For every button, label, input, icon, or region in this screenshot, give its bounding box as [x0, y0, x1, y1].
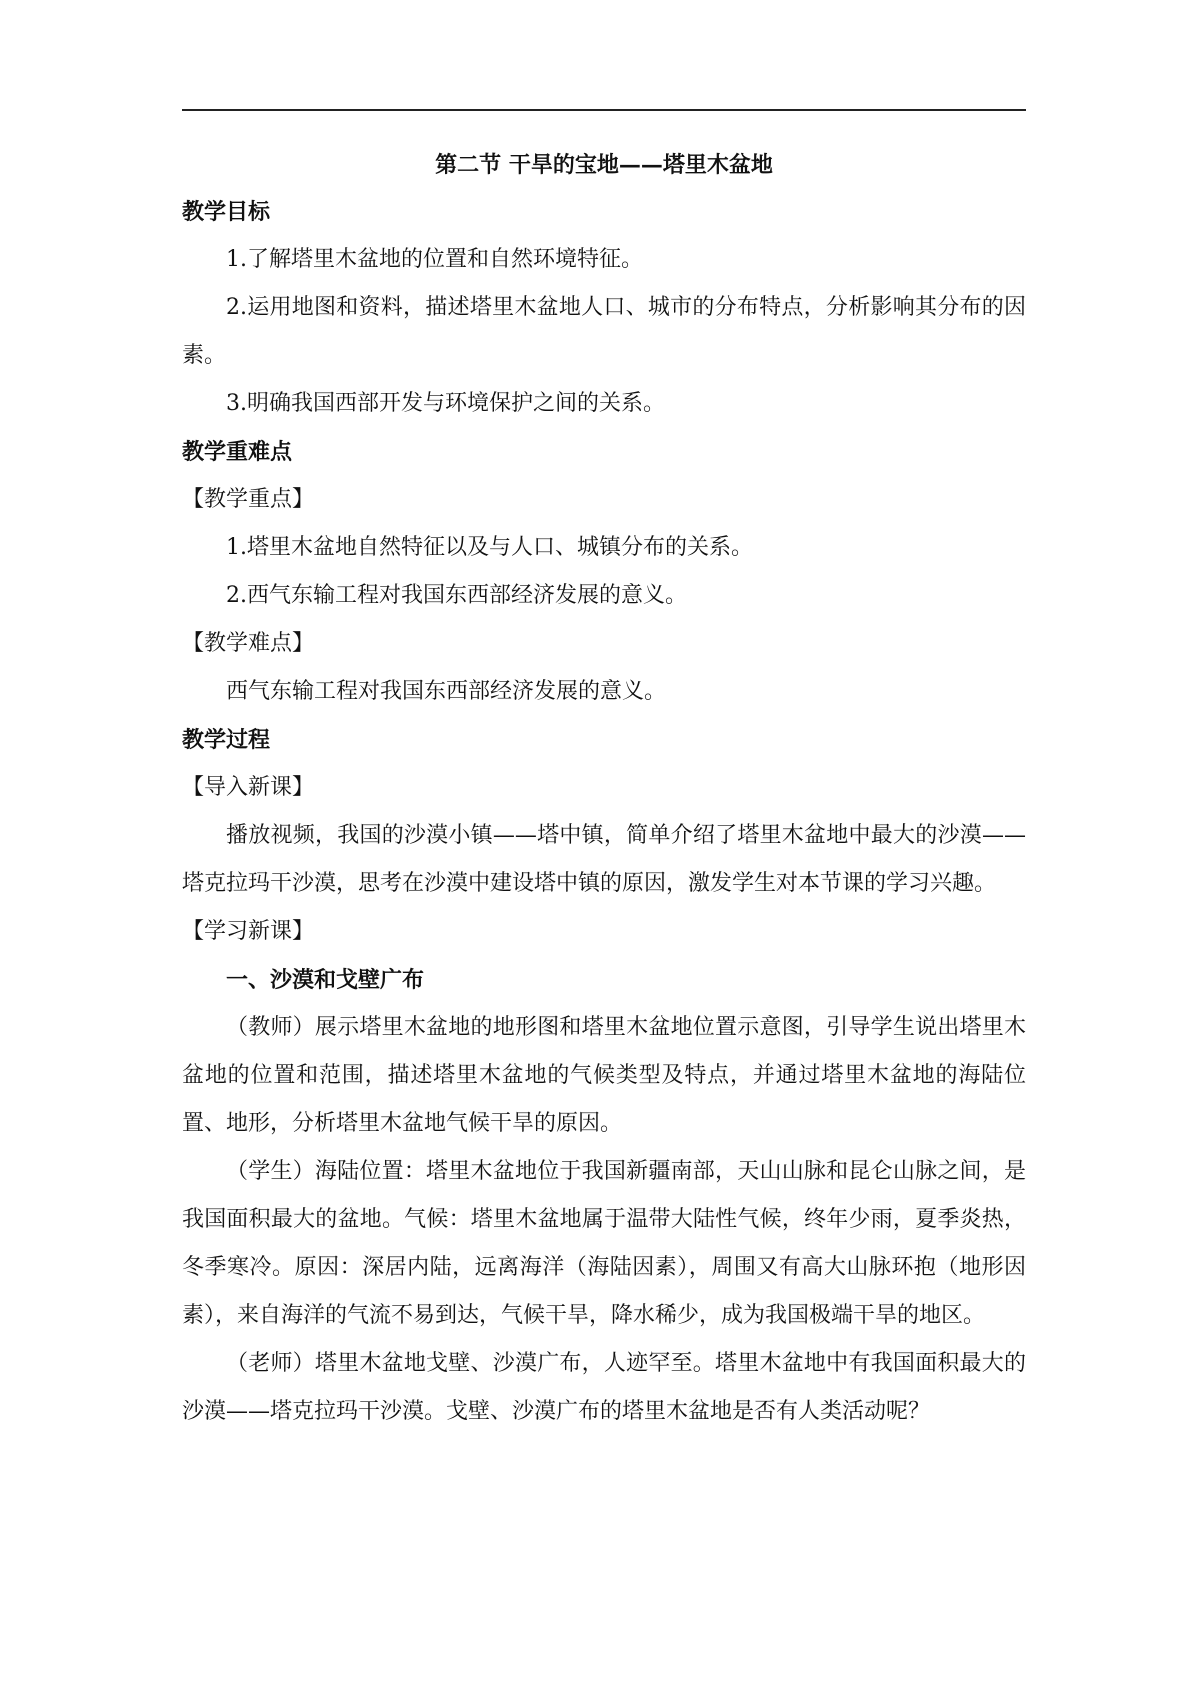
- section-title: 一、沙漠和戈壁广布: [226, 967, 425, 993]
- intro-text: 播放视频，我国的沙漠小镇——塔中镇，简单介绍了塔里木盆地中最大的沙漠——塔克拉玛干沙漠，思考在沙漠中建设塔中镇的原因，激发学生对本节课的学习兴趣。: [182, 823, 1026, 896]
- document-body: [182, 142, 1026, 1436]
- objectives-heading: 教学目标: [182, 199, 271, 225]
- focus-item: 2.西气东输工程对我国东西部经济发展的意义。: [226, 583, 687, 608]
- focus-item: 1.塔里木盆地自然特征以及与人口、城镇分布的关系。: [226, 535, 753, 560]
- key-points-heading: 教学重难点: [182, 439, 293, 465]
- focus-label: 【教学重点】: [182, 487, 315, 512]
- new-lesson-label: 【学习新课】: [182, 919, 315, 944]
- lesson-paragraph: （教师）展示塔里木盆地的地形图和塔里木盆地位置示意图，引导学生说出塔里木盆地的位置和范围，描述塔里木盆地的气候类型及特点，并通过塔里木盆地的海陆位置、地形，分析塔里木盆地气候干旱的原因。: [182, 1015, 1026, 1136]
- difficulty-label: 【教学难点】: [182, 631, 315, 656]
- header-rule: [182, 109, 1026, 111]
- difficulty-text: 西气东输工程对我国东西部经济发展的意义。: [226, 679, 667, 704]
- objective-item: 1.了解塔里木盆地的位置和自然环境特征。: [226, 247, 643, 272]
- objective-item: 2.运用地图和资料，描述塔里木盆地人口、城市的分布特点，分析影响其分布的因素。: [182, 295, 1026, 368]
- intro-label: 【导入新课】: [182, 775, 315, 800]
- lesson-paragraph: （老师）塔里木盆地戈壁、沙漠广布，人迹罕至。塔里木盆地中有我国面积最大的沙漠——塔克拉玛干沙漠。戈壁、沙漠广布的塔里木盆地是否有人类活动呢？: [182, 1351, 1026, 1424]
- page-title: 第二节 干旱的宝地——塔里木盆地: [435, 152, 773, 178]
- lesson-paragraph: （学生）海陆位置：塔里木盆地位于我国新疆南部，天山山脉和昆仑山脉之间，是我国面积最大的盆地。气候：塔里木盆地属于温带大陆性气候，终年少雨，夏季炎热，冬季寒冷。原因：深居内陆，远离海洋（海陆因素），周围又有高大山脉环抱（地形因素），来自海洋的气流不易到达，气候干旱，降水稀少，成为我国极端干旱的地区。: [182, 1159, 1026, 1328]
- objective-item: 3.明确我国西部开发与环境保护之间的关系。: [226, 391, 665, 416]
- process-heading: 教学过程: [182, 727, 271, 753]
